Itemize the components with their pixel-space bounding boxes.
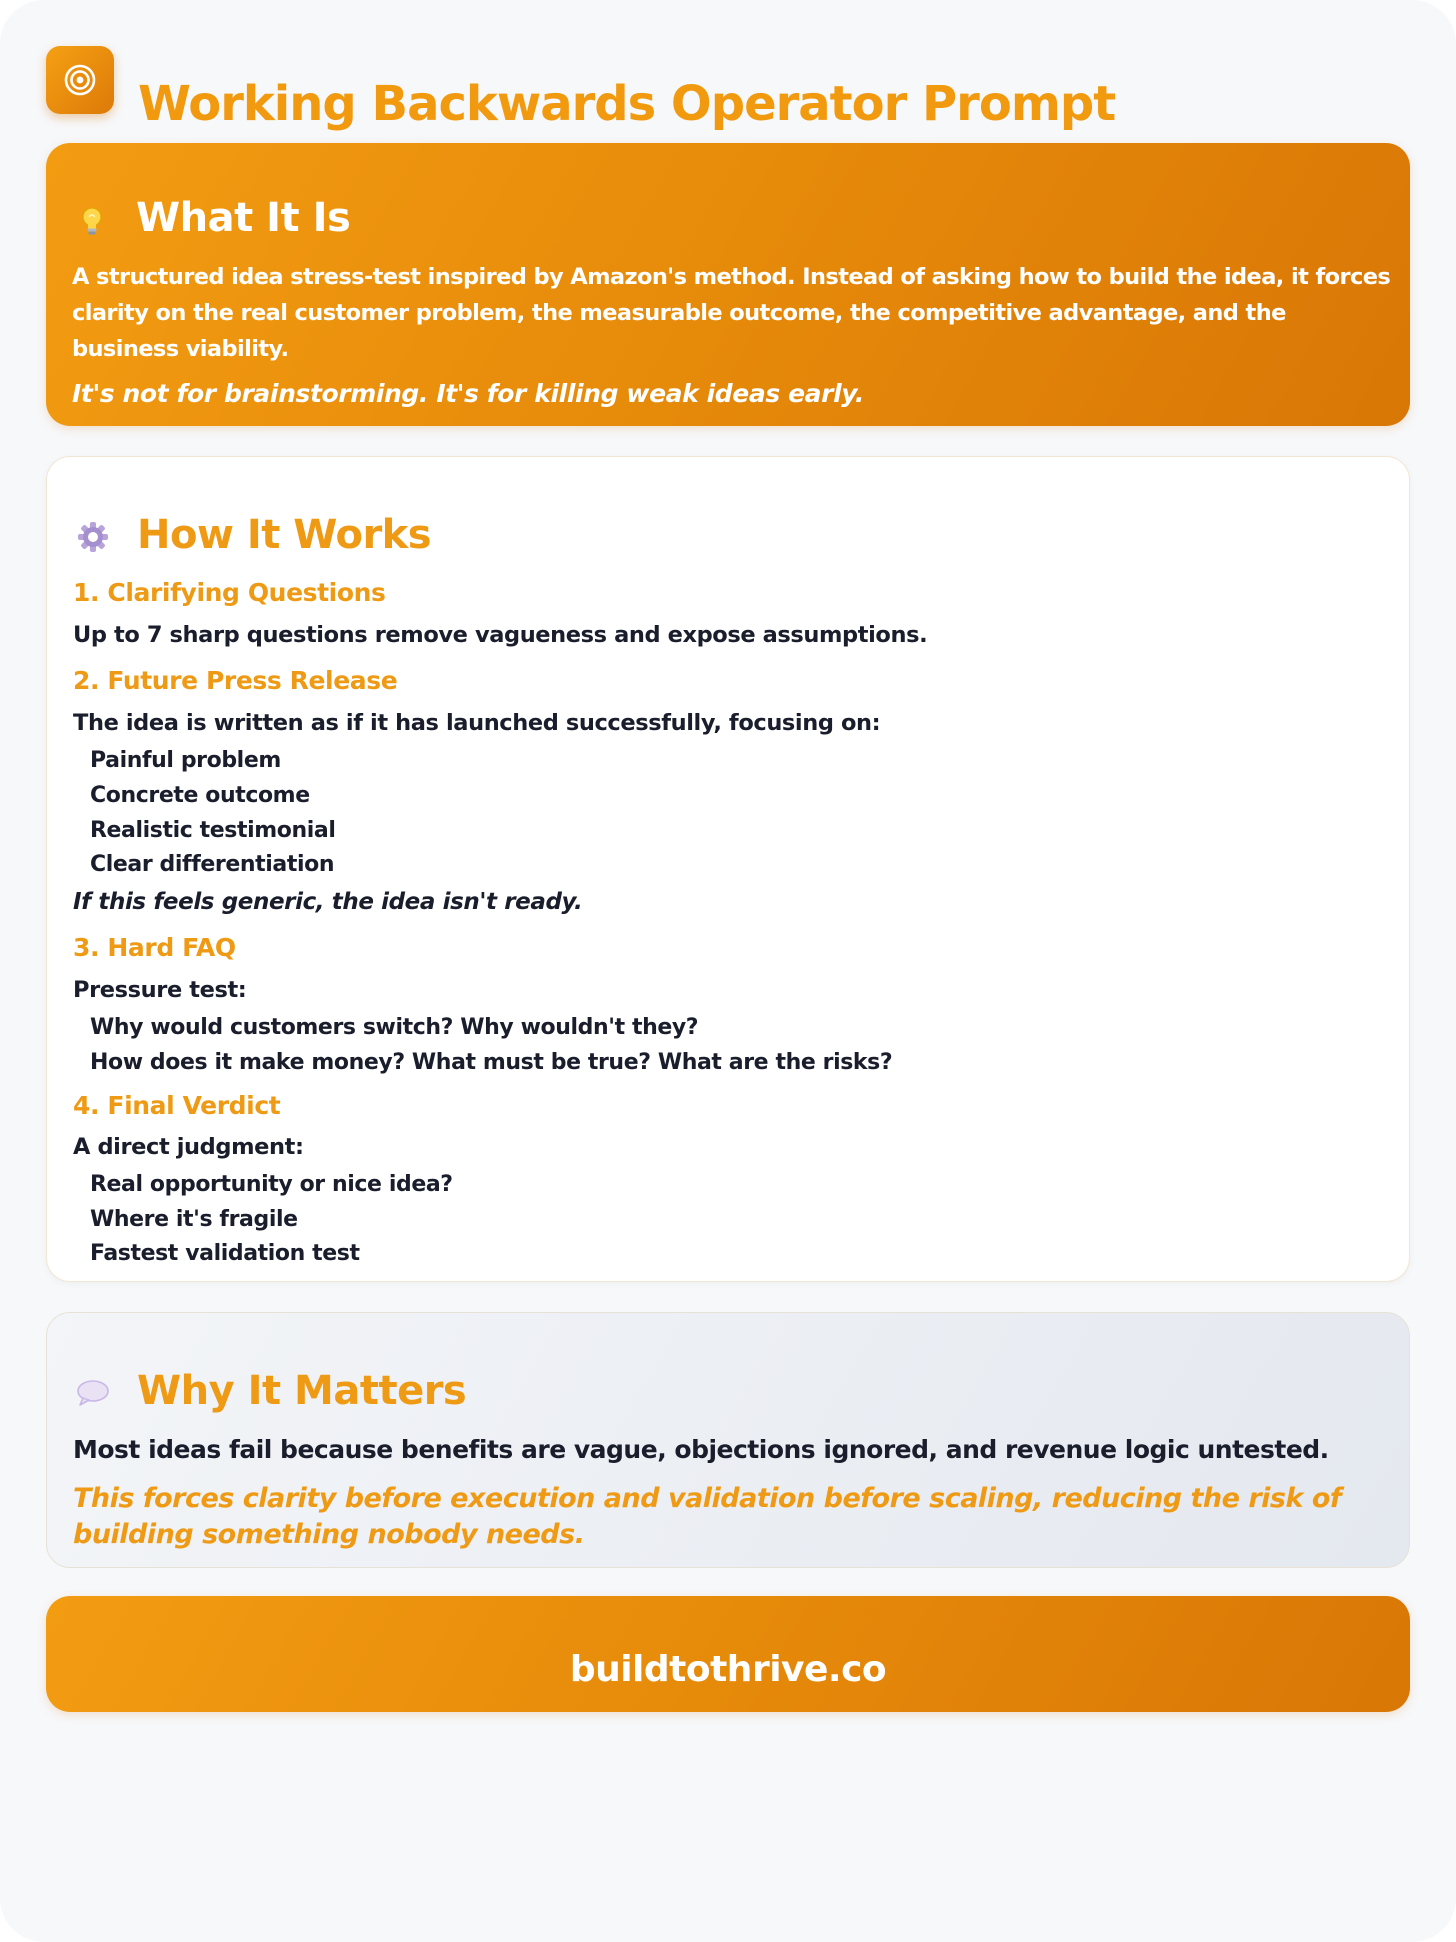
header (46, 46, 1406, 136)
gear-icon (73, 517, 113, 557)
step-heading: 4. Final Verdict (73, 1091, 281, 1120)
section-body: Most ideas fail because benefits are vague, objections ignored, and revenue logic untested. (73, 1435, 1329, 1464)
list-item: Why would customers switch? Why wouldn't they? (90, 1015, 699, 1040)
step-heading: 2. Future Press Release (73, 666, 398, 695)
what-it-is-card (46, 143, 1410, 426)
step-text: The idea is written as if it has launched successfully, focusing on: (73, 710, 881, 736)
section-tagline: It's not for brainstorming. It's for killing weak ideas early. (72, 379, 864, 408)
speech-bubble-icon (73, 1373, 113, 1413)
list-item: How does it make money? What must be true? What are the risks? (90, 1050, 893, 1075)
footer-site-link[interactable]: buildtothrive.co (569, 1649, 887, 1690)
step-text: A direct judgment: (73, 1134, 304, 1160)
list-item: Painful problem (90, 748, 281, 773)
step-text: Pressure test: (73, 977, 247, 1003)
list-item: Fastest validation test (90, 1241, 360, 1266)
why-it-matters-card (46, 1312, 1410, 1568)
section-title: What It Is (136, 195, 351, 241)
list-item: Where it's fragile (90, 1207, 298, 1232)
step-note: If this feels generic, the idea isn't ready. (73, 889, 583, 915)
step-heading: 1. Clarifying Questions (73, 578, 386, 607)
list-item: Realistic testimonial (90, 818, 336, 843)
page-title: Working Backwards Operator Prompt (138, 76, 1116, 132)
target-icon (46, 46, 114, 114)
footer-banner (46, 1596, 1410, 1712)
how-it-works-card (46, 456, 1410, 1282)
list-item: Clear differentiation (90, 852, 335, 877)
section-body: A structured idea stress-test inspired by Amazon's method. Instead of asking how to build the idea, it forces clarity on the real customer problem, the measurable outcome, the competitive advantage, and the business viability. (72, 264, 1391, 362)
lightbulb-icon (72, 201, 112, 241)
section-emphasis: This forces clarity before execution and validation before scaling, reducing the risk of building something nobody needs. (73, 1483, 1342, 1550)
section-title: Why It Matters (137, 1368, 467, 1414)
step-text: Up to 7 sharp questions remove vagueness and expose assumptions. (73, 622, 928, 648)
list-item: Real opportunity or nice idea? (90, 1172, 453, 1197)
step-heading: 3. Hard FAQ (73, 933, 236, 962)
section-title: How It Works (137, 512, 432, 558)
list-item: Concrete outcome (90, 783, 310, 808)
